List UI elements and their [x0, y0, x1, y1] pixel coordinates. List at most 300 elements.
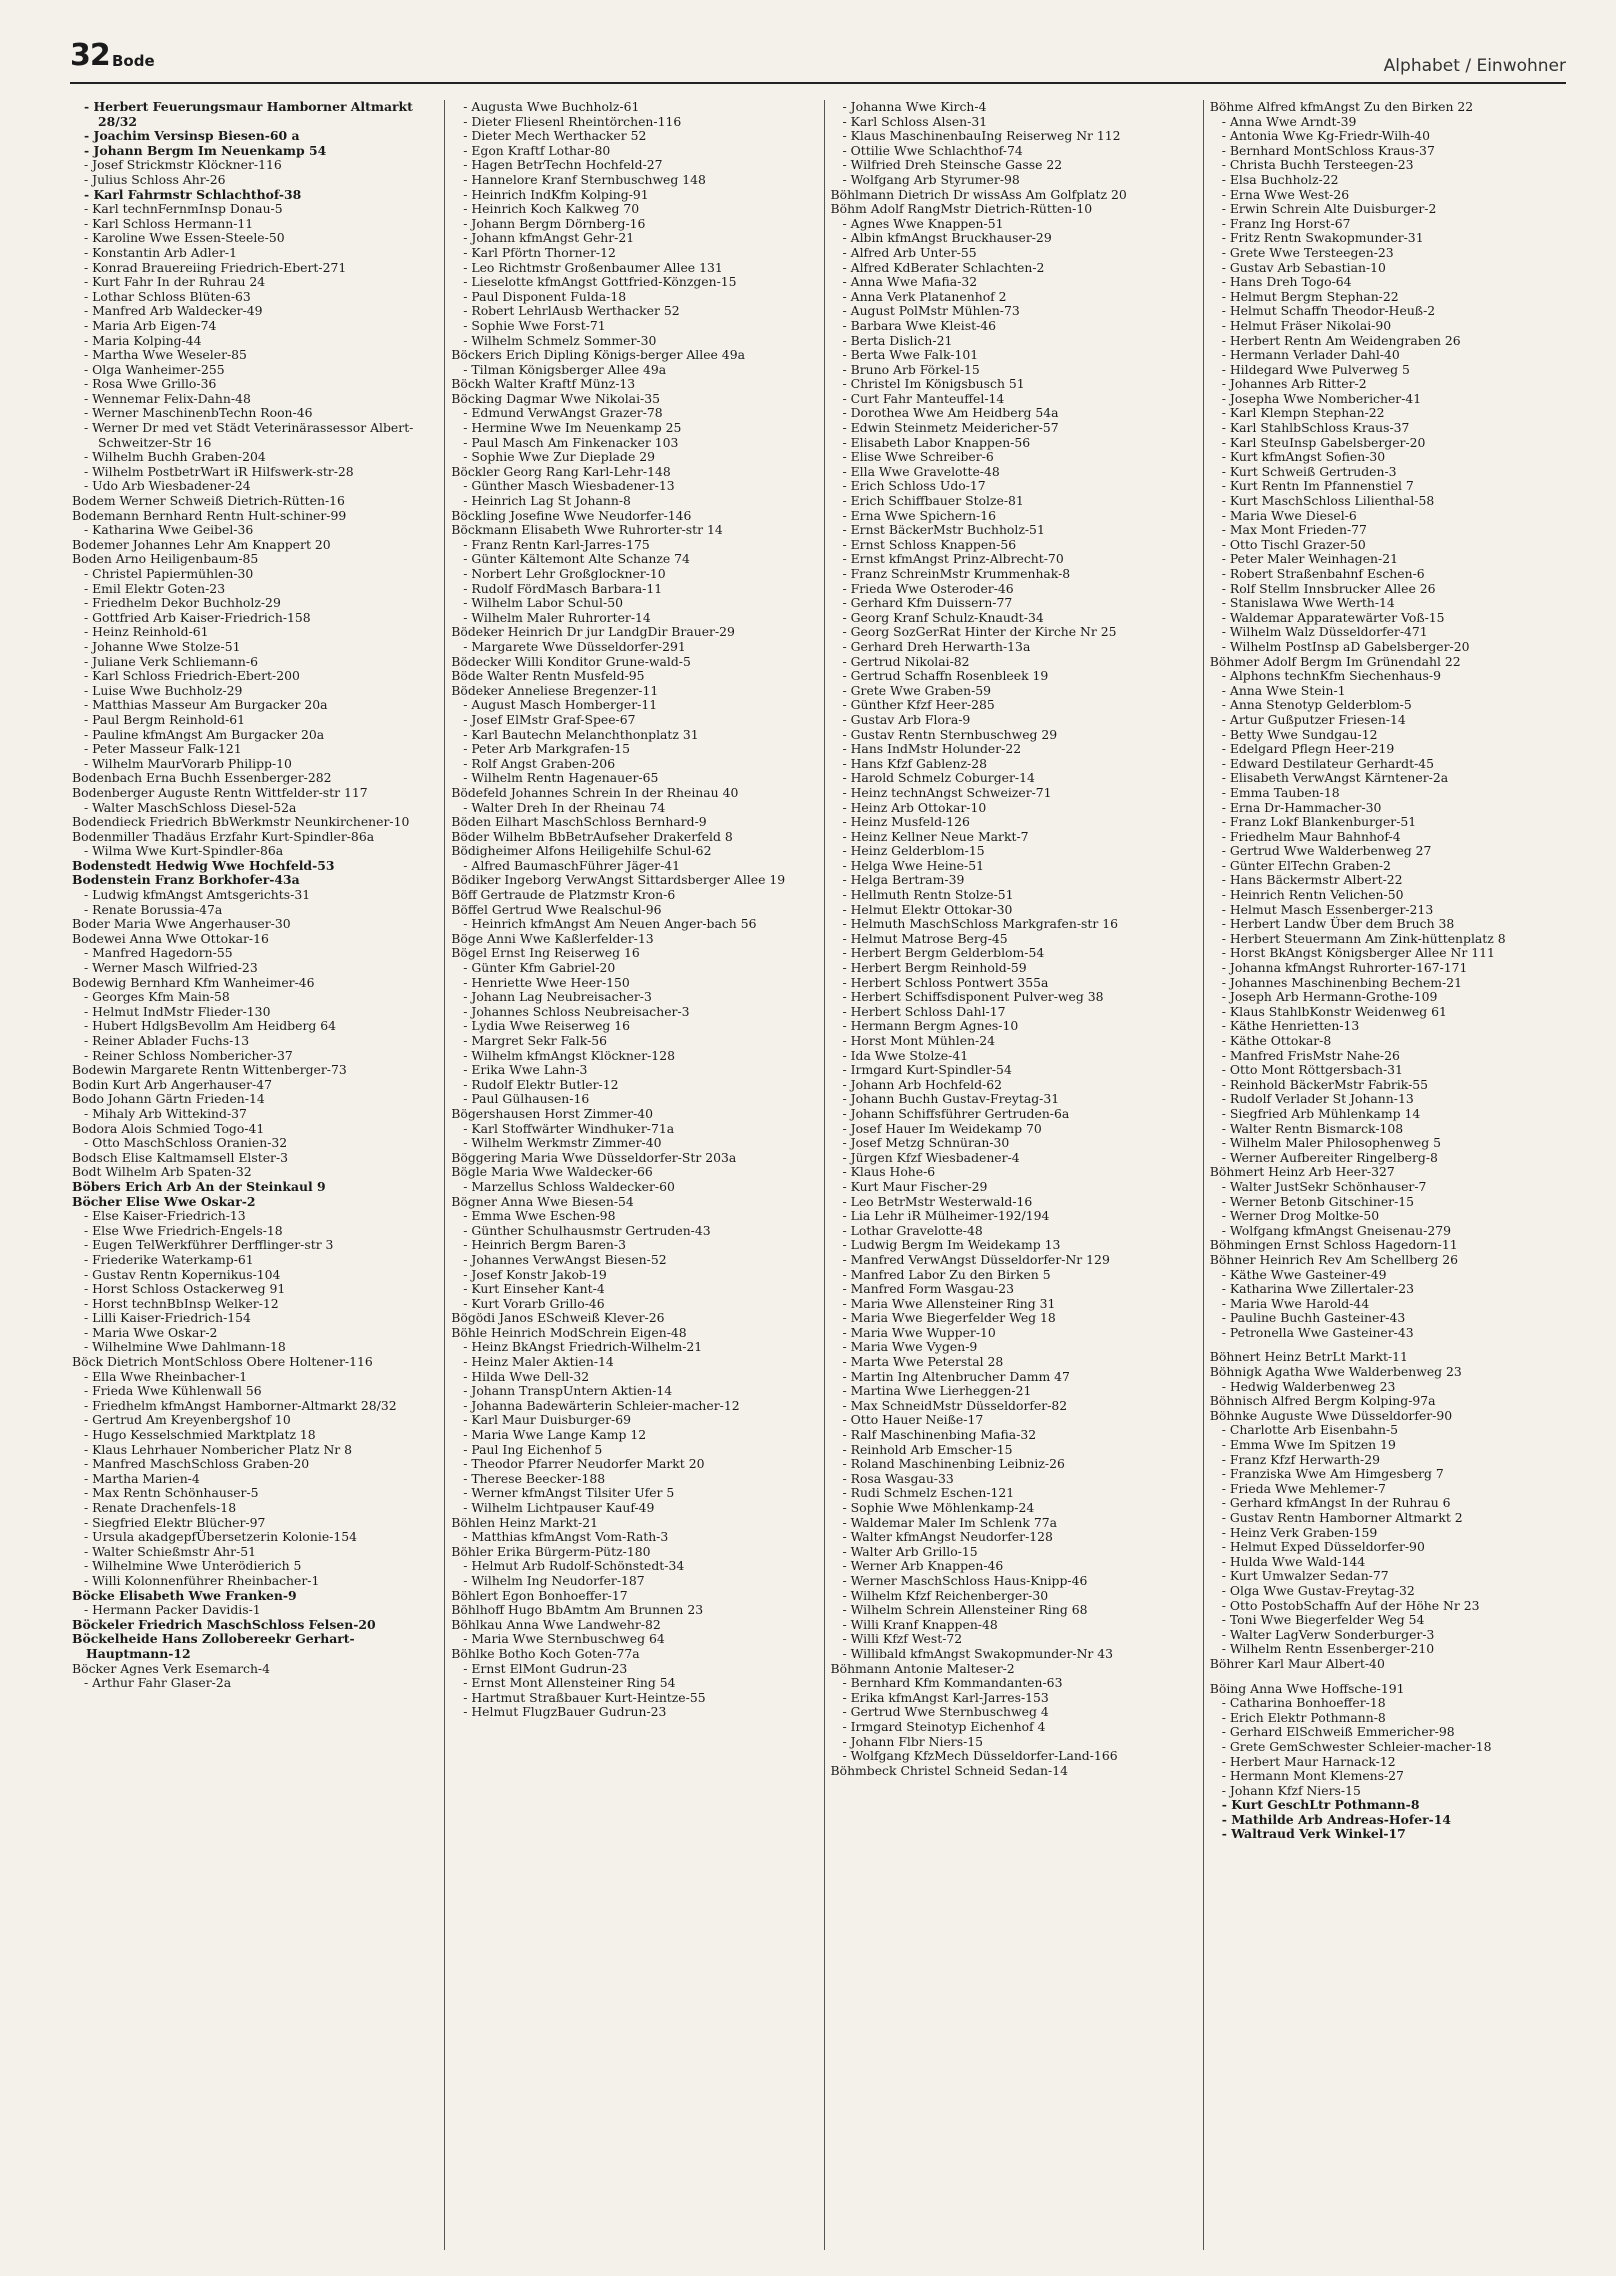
directory-entry: - Herbert Feuerungsmaur Hamborner Altmarkt 28/32 [84, 100, 413, 129]
directory-entry: - Günther Masch Wiesbadener-13 [463, 478, 675, 494]
directory-entry: - Gertrud Wwe Sternbuschweg 4 [842, 1704, 1049, 1720]
directory-entry: - Max Rentn Schönhauser-5 [84, 1485, 259, 1501]
directory-entry: - Elsa Buchholz-22 [1221, 171, 1339, 187]
directory-entry: - Emma Wwe Im Spitzen 19 [1221, 1437, 1396, 1453]
directory-entry: - Paul Disponent Fulda-18 [463, 288, 627, 304]
directory-entry: - Paul Ing Eichenhof 5 [463, 1441, 603, 1457]
directory-entry: - Maria Arb Eigen-74 [84, 317, 217, 333]
directory-entry: - Sophie Wwe Zur Dieplade 29 [463, 449, 656, 465]
directory-entry: - Olga Wanheimer-255 [84, 361, 225, 377]
directory-entry: Böhmbeck Christel Schneid Sedan-14 [830, 1762, 1068, 1778]
directory-entry: - Wilhelm Walz Düsseldorfer-471 [1221, 624, 1428, 640]
directory-entry: Böckeler Friedrich MaschSchloss Felsen-20 [72, 1616, 376, 1632]
directory-entry: - Edmund VerwAngst Grazer-78 [463, 405, 663, 421]
directory-entry: - Luise Wwe Buchholz-29 [84, 682, 243, 698]
directory-entry: - Josepha Wwe Nombericher-41 [1221, 390, 1422, 406]
directory-entry: - Peter Masseur Falk-121 [84, 741, 242, 757]
directory-entry: - Frieda Wwe Mehlemer-7 [1221, 1480, 1386, 1496]
directory-entry: Böhler Erika Bürgerm-Pütz-180 [451, 1543, 651, 1559]
directory-entry: Böhm Adolf RangMstr Dietrich-Rütten-10 [830, 201, 1093, 217]
directory-column-1 [72, 100, 430, 2250]
directory-entry: - Karl SteuInsp Gabelsberger-20 [1221, 434, 1426, 450]
directory-entry: - Emma Tauben-18 [1221, 784, 1340, 800]
directory-entry: - Günther Schulhausmstr Gertruden-43 [463, 1222, 711, 1238]
directory-entry: - Konstantin Arb Adler-1 [84, 244, 237, 260]
directory-entry: Bödiker Ingeborg VerwAngst Sittardsberger Allee 19 [451, 872, 786, 888]
directory-column-3 [824, 100, 1189, 2250]
directory-entry: - Roland Maschinenbing Leibniz-26 [842, 1456, 1065, 1472]
directory-entry: - Pauline kfmAngst Am Burgacker 20a [84, 726, 325, 742]
directory-entry: - Ida Wwe Stolze-41 [842, 1047, 969, 1063]
directory-entry: - Gerhard Dreh Herwarth-13a [842, 638, 1031, 654]
directory-entry: Böcher Elise Wwe Oskar-2 [72, 1193, 256, 1209]
directory-entry: - Rolf Stellm Innsbrucker Allee 26 [1221, 580, 1436, 596]
directory-entry: - Werner Masch Wilfried-23 [84, 960, 258, 976]
directory-entry: - Juliane Verk Schliemann-6 [84, 653, 258, 669]
directory-entry: - Kurt Schweiß Gertruden-3 [1221, 463, 1397, 479]
directory-entry: - Johannes Schloss Neubreisacher-3 [463, 1003, 690, 1019]
directory-entry: - Kurt kfmAngst Sofien-30 [1221, 449, 1386, 465]
directory-entry: - Manfred FrisMstr Nahe-26 [1221, 1047, 1400, 1063]
directory-entry: Böing Anna Wwe Hoffsche-191 [1209, 1680, 1405, 1696]
directory-entry: - Ernst BäckerMstr Buchholz-51 [842, 522, 1045, 538]
directory-entry: - Kurt Fahr In der Ruhrau 24 [84, 274, 266, 290]
directory-entry: - Martha Wwe Weseler-85 [84, 347, 247, 363]
directory-entry: - Franz Kfzf Herwarth-29 [1221, 1451, 1381, 1467]
directory-entry: - Herbert Steuermann Am Zink-hüttenplatz 8 [1221, 930, 1506, 946]
directory-entry: - Bernhard Kfm Kommandanten-63 [842, 1675, 1063, 1691]
directory-entry: Böckling Josefine Wwe Neudorfer-146 [451, 507, 692, 523]
directory-entry: - Gustav Rentn Sternbuschweg 29 [842, 726, 1058, 742]
directory-entry: - Wolfgang kfmAngst Gneisenau-279 [1221, 1222, 1451, 1238]
directory-entry: - Leo BetrMstr Westerwald-16 [842, 1193, 1033, 1209]
directory-entry: - Reinhold BäckerMstr Fabrik-55 [1221, 1076, 1429, 1092]
directory-entry: - Ralf Maschinenbing Mafia-32 [842, 1427, 1037, 1443]
directory-entry: Bödecker Willi Konditor Grune-wald-5 [451, 653, 691, 669]
directory-entry: Bodo Johann Gärtn Frieden-14 [72, 1091, 265, 1107]
directory-entry: - Margret Sekr Falk-56 [463, 1033, 608, 1048]
directory-entry: Böckmann Elisabeth Wwe Ruhrorter-str 14 [451, 522, 723, 538]
directory-entry: - Helmut Fräser Nikolai-90 [1221, 317, 1392, 333]
directory-entry: - Erich Schloss Udo-17 [842, 478, 986, 494]
directory-entry: - Margarete Wwe Düsseldorfer-291 [463, 638, 686, 654]
directory-entry: - Peter Maler Weinhagen-21 [1221, 551, 1398, 567]
directory-entry: - Antonia Wwe Kg-Friedr-Wilh-40 [1221, 128, 1431, 144]
directory-entry: - Martina Wwe Lierheggen-21 [842, 1383, 1032, 1399]
directory-entry: - Walter MaschSchloss Diesel-52a [84, 799, 297, 815]
directory-entry: - Harold Schmelz Coburger-14 [842, 770, 1035, 786]
directory-entry: - Erika Wwe Lahn-3 [463, 1062, 588, 1078]
directory-entry: - Georg Kranf Schulz-Knaudt-34 [842, 609, 1044, 625]
directory-entry: - Johann kfmAngst Gehr-21 [463, 230, 635, 246]
directory-entry: - Maria Wwe Lange Kamp 12 [463, 1427, 647, 1443]
directory-entry: - Stanislawa Wwe Werth-14 [1221, 595, 1395, 611]
directory-entry: - Joseph Arb Hermann-Grothe-109 [1221, 989, 1438, 1005]
directory-entry: - Maria Wwe Harold-44 [1221, 1295, 1370, 1311]
directory-entry: Böcke Elisabeth Wwe Franken-9 [72, 1587, 297, 1603]
directory-entry: - Alfred KdBerater Schlachten-2 [842, 259, 1045, 275]
directory-entry: - Rosa Wwe Grillo-36 [84, 376, 217, 392]
directory-entry: - Albin kfmAngst Bruckhauser-29 [842, 230, 1052, 246]
directory-entry: Böhnigk Agatha Wwe Walderbenweg 23 [1209, 1364, 1462, 1380]
directory-entry: - Ludwig Bergm Im Weidekamp 13 [842, 1237, 1061, 1253]
directory-entry: - Käthe Ottokar-8 [1221, 1033, 1332, 1048]
directory-entry: - Hermann Packer Davidis-1 [84, 1602, 261, 1618]
directory-entry: - Wilfried Dreh Steinsche Gasse 22 [842, 157, 1063, 173]
directory-entry: Böhle Heinrich ModSchrein Eigen-48 [451, 1324, 687, 1340]
directory-entry: - Johann Arb Hochfeld-62 [842, 1076, 1003, 1092]
directory-entry: - Gertrud Wwe Walderbenweg 27 [1221, 843, 1432, 859]
directory-entry: Böhme Alfred kfmAngst Zu den Birken 22 [1209, 100, 1474, 114]
directory-entry: - Ernst Schloss Knappen-56 [842, 536, 1017, 552]
directory-entry: - Helga Bertram-39 [842, 872, 965, 888]
directory-entry: - August Masch Homberger-11 [463, 697, 658, 713]
directory-entry: - Peter Arb Markgrafen-15 [463, 741, 631, 757]
directory-entry: - Wilhelm Buchh Graben-204 [84, 449, 266, 465]
directory-entry: - Helmut Exped Düsseldorfer-90 [1221, 1539, 1425, 1555]
directory-entry: - Siegfried Elektr Blücher-97 [84, 1514, 266, 1530]
directory-entry: - Wilhelm MaurVorarb Philipp-10 [84, 755, 292, 771]
directory-entry: - Alphons technKfm Siechenhaus-9 [1221, 668, 1441, 684]
directory-entry: - Wilhelm Labor Schul-50 [463, 595, 623, 611]
directory-entry: - Martin Ing Altenbrucher Damm 47 [842, 1368, 1070, 1384]
directory-entry: - Werner kfmAngst Tilsiter Ufer 5 [463, 1485, 675, 1501]
directory-entry: - Rolf Angst Graben-206 [463, 755, 616, 771]
directory-entry: - Johann Bergm Dörnberg-16 [463, 215, 646, 231]
directory-entry: - Otto PostobSchaffn Auf der Höhe Nr 23 [1221, 1597, 1480, 1613]
directory-entry: - Herbert Rentn Am Weidengraben 26 [1221, 332, 1461, 348]
directory-entry: - Horst technBbInsp Welker-12 [84, 1295, 279, 1311]
directory-column-4 [1203, 100, 1568, 2250]
directory-entry: - Manfred MaschSchloss Graben-20 [84, 1456, 310, 1472]
directory-entry: - Ernst Mont Allensteiner Ring 54 [463, 1675, 676, 1691]
directory-entry: Böhlert Egon Bonhoeffer-17 [451, 1587, 628, 1603]
directory-entry: - Hans Kfzf Gablenz-28 [842, 755, 987, 771]
directory-entry: Bodewig Bernhard Kfm Wanheimer-46 [72, 974, 315, 990]
directory-entry: Bodenstedt Hedwig Wwe Hochfeld-53 [72, 857, 335, 873]
directory-entry: - Manfred VerwAngst Düsseldorfer-Nr 129 [842, 1251, 1110, 1267]
directory-entry: - Hagen BetrTechn Hochfeld-27 [463, 157, 663, 173]
directory-entry: - Wennemar Felix-Dahn-48 [84, 390, 251, 406]
directory-entry: - Eugen TelWerkführer Derfflinger-str 3 [84, 1237, 334, 1253]
directory-entry: - Käthe Henrietten-13 [1221, 1018, 1360, 1034]
directory-entry: - Ottilie Wwe Schlachthof-74 [842, 142, 1023, 158]
directory-entry: - Herbert Schloss Dahl-17 [842, 1003, 1006, 1019]
directory-entry: - Hugo Kesselschmied Marktplatz 18 [84, 1427, 316, 1443]
directory-entry: - Max Mont Frieden-77 [1221, 522, 1367, 538]
directory-entry: - Udo Arb Wiesbadener-24 [84, 478, 251, 494]
directory-entry: - Wilma Wwe Kurt-Spindler-86a [84, 843, 284, 859]
directory-entry: - Erna Wwe Spichern-16 [842, 507, 997, 523]
directory-entry: - Friederike Waterkamp-61 [84, 1251, 254, 1267]
directory-entry: - Wolfgang Arb Styrumer-98 [842, 171, 1020, 187]
directory-entry: - Georg SozGerRat Hinter der Kirche Nr 25 [842, 624, 1117, 640]
directory-entry: - Hubert HdlgsBevollm Am Heidberg 64 [84, 1018, 337, 1034]
directory-entry: - Wilhelm Rentn Essenberger-210 [1221, 1641, 1435, 1657]
directory-entry: - Kurt Maur Fischer-29 [842, 1178, 988, 1194]
directory-entry: - Günter Kältemont Alte Schanze 74 [463, 551, 690, 567]
directory-entry: - Karl StahlbSchloss Kraus-37 [1221, 420, 1410, 436]
directory-entry: Bödeker Heinrich Dr jur LandgDir Brauer-29 [451, 624, 735, 640]
directory-entry: - Gustav Arb Flora-9 [842, 711, 971, 727]
directory-entry: - Karl Pförtn Thorner-12 [463, 244, 616, 260]
directory-entry: - Siegfried Arb Mühlenkamp 14 [1221, 1105, 1421, 1121]
directory-entry: - Maria Wwe Oskar-2 [84, 1324, 218, 1340]
directory-entry: - Wilhelm kfmAngst Klöckner-128 [463, 1047, 675, 1063]
directory-entry: - Manfred Arb Waldecker-49 [84, 303, 263, 319]
directory-entry: - Heinz Gelderblom-15 [842, 843, 985, 859]
directory-entry: Böhlkau Anna Wwe Landwehr-82 [451, 1616, 661, 1632]
directory-entry: - Walter LagVerw Sonderburger-3 [1221, 1626, 1435, 1642]
directory-entry: - Alfred BaumaschFührer Jäger-41 [463, 857, 681, 873]
directory-entry: Böden Eilhart MaschSchloss Bernhard-9 [451, 814, 707, 830]
directory-entry: - Hilda Wwe Dell-32 [463, 1368, 590, 1384]
directory-entry: - Tilman Königsberger Allee 49a [463, 361, 667, 377]
directory-entry: Bödeker Anneliese Bregenzer-11 [451, 682, 659, 698]
directory-entry: - Robert LehrlAusb Werthacker 52 [463, 303, 680, 319]
directory-entry: - Kurt Rentn Im Pfannenstiel 7 [1221, 478, 1414, 494]
directory-entry: - Martha Marien-4 [84, 1470, 200, 1486]
directory-entry: - Hans Dreh Togo-64 [1221, 274, 1352, 290]
directory-entry: Böhmer Adolf Bergm Im Grünendahl 22 [1209, 653, 1461, 669]
directory-entry: - Matthias kfmAngst Vom-Rath-3 [463, 1529, 669, 1545]
directory-entry: Bodora Alois Schmied Togo-41 [72, 1120, 265, 1136]
directory-entry: - Maria Wwe Allensteiner Ring 31 [842, 1295, 1056, 1311]
directory-entry: Bödigheimer Alfons Heiligehilfe Schul-62 [451, 843, 712, 859]
directory-entry: - Erna Wwe West-26 [1221, 186, 1350, 202]
directory-entry: Bögershausen Horst Zimmer-40 [451, 1105, 654, 1121]
directory-entry: - Paul Gülhausen-16 [463, 1091, 590, 1107]
directory-entry: - Johanna Badewärterin Schleier-macher-12 [463, 1397, 740, 1413]
directory-entry: Bodt Wilhelm Arb Spaten-32 [72, 1164, 252, 1180]
directory-entry: - Wilhelmine Wwe Dahlmann-18 [84, 1339, 286, 1355]
directory-entry: - Gertrud Nikolai-82 [842, 653, 970, 669]
directory-entry: - Heinz BkAngst Friedrich-Wilhelm-21 [463, 1339, 703, 1355]
directory-entry: - Heinrich Rentn Velichen-50 [1221, 887, 1404, 903]
directory-entry: - Johanna Wwe Kirch-4 [842, 100, 987, 114]
directory-entry: - Wilhelm PostInsp aD Gabelsberger-20 [1221, 638, 1470, 654]
directory-entry: - Johanne Wwe Stolze-51 [84, 638, 241, 654]
directory-entry: - Wilhelm Werkmstr Zimmer-40 [463, 1135, 662, 1151]
directory-entry: - Alfred Arb Unter-55 [842, 244, 977, 260]
directory-entry: - Wilhelm Lichtpauser Kauf-49 [463, 1500, 655, 1515]
directory-entry: - Kurt Umwalzer Sedan-77 [1221, 1568, 1389, 1584]
directory-entry: Bodenbach Erna Buchh Essenberger-282 [72, 770, 332, 786]
directory-entry: - Hermann Verlader Dahl-40 [1221, 347, 1400, 363]
directory-entry: - Horst Mont Mühlen-24 [842, 1033, 996, 1048]
directory-entry: - Waldemar Apparatewärter Voß-15 [1221, 609, 1445, 625]
directory-entry: - Günter Kfm Gabriel-20 [463, 960, 616, 976]
directory-entry: - Elisabeth VerwAngst Kärntener-2a [1221, 770, 1449, 786]
directory-entry: - Hermine Wwe Im Neuenkamp 25 [463, 420, 682, 436]
directory-entry: - Erwin Schrein Alte Duisburger-2 [1221, 201, 1437, 217]
directory-entry: - Pauline Buchh Gasteiner-43 [1221, 1310, 1406, 1326]
directory-entry: - Ella Wwe Gravelotte-48 [842, 463, 1000, 479]
directory-entry: - Erich Elektr Pothmann-8 [1221, 1709, 1386, 1725]
directory-entry: - Karl Schloss Alsen-31 [842, 113, 988, 129]
directory-entry: - Emma Wwe Eschen-98 [463, 1208, 616, 1224]
directory-entry: - Karl Klempn Stephan-22 [1221, 405, 1385, 421]
directory-entry: - Manfred Labor Zu den Birken 5 [842, 1266, 1051, 1282]
directory-entry: - Heinz Verk Graben-159 [1221, 1524, 1378, 1540]
directory-entry: - Werner Dr med vet Städt Veterinärassessor Albert-Schweitzer-Str 16 [84, 420, 414, 450]
directory-entry: - Manfred Hagedorn-55 [84, 945, 233, 961]
directory-entry: - Maria Kolping-44 [84, 332, 202, 348]
directory-entry: - Dieter Mech Werthacker 52 [463, 128, 647, 144]
directory-entry: - Sophie Wwe Forst-71 [463, 317, 606, 333]
directory-entry: - Lilli Kaiser-Friedrich-154 [84, 1310, 251, 1326]
directory-entry: - Horst BkAngst Königsberger Allee Nr 111 [1221, 945, 1495, 961]
directory-entry: - Wilhelm PostbetrWart iR Hilfswerk-str-28 [84, 463, 354, 479]
directory-entry: - Helmut Elektr Ottokar-30 [842, 901, 1013, 917]
directory-entry: - Karl Bautechn Melanchthonplatz 31 [463, 726, 699, 742]
directory-entry: - Johannes VerwAngst Biesen-52 [463, 1251, 667, 1267]
directory-entry: - Agnes Wwe Knappen-51 [842, 215, 1004, 231]
directory-entry: - Hellmuth Rentn Stolze-51 [842, 887, 1014, 903]
directory-entry: Bodendieck Friedrich BbWerkmstr Neunkirchener-10 [72, 814, 410, 830]
directory-entry: Böhlke Botho Koch Goten-77a [451, 1645, 640, 1661]
directory-entry: - Marzellus Schloss Waldecker-60 [463, 1178, 675, 1194]
directory-entry: - Helmut Matrose Berg-45 [842, 930, 1008, 946]
directory-entry: - Paul Masch Am Finkenacker 103 [463, 434, 679, 450]
directory-entry: - Kurt GeschLtr Pothmann-8 [1221, 1797, 1420, 1813]
directory-entry: Bodewin Margarete Rentn Wittenberger-73 [72, 1062, 347, 1078]
directory-entry: Bögle Maria Wwe Waldecker-66 [451, 1164, 653, 1180]
directory-entry: - Karl Stoffwärter Windhuker-71a [463, 1120, 675, 1136]
directory-entry: - Otto Mont Röttgersbach-31 [1221, 1062, 1403, 1078]
directory-entry: - Ursula akadgepfÜbersetzerin Kolonie-154 [84, 1529, 357, 1545]
directory-entry: Böcker Agnes Verk Esemarch-4 [72, 1660, 270, 1676]
directory-entry: - Otto Hauer Neiße-17 [842, 1412, 984, 1428]
directory-column-2 [444, 100, 809, 2250]
directory-entry: - Irmgard Kurt-Spindler-54 [842, 1062, 1012, 1078]
page-number: 32 [70, 38, 110, 73]
directory-entry: - Otto Tischl Grazer-50 [1221, 536, 1366, 552]
directory-entry: - Werner MaschinenbTechn Roon-46 [84, 405, 313, 421]
directory-entry: - Willi Kolonnenführer Rheinbacher-1 [84, 1572, 320, 1588]
directory-entry: - Wilhelm Maler Ruhrorter-14 [463, 609, 651, 625]
directory-entry: - Gerhard Kfm Duissern-77 [842, 595, 1013, 611]
directory-entry: - Petronella Wwe Gasteiner-43 [1221, 1324, 1414, 1340]
directory-columns [72, 100, 1568, 2250]
directory-entry: Boder Maria Wwe Angerhauser-30 [72, 916, 291, 932]
directory-entry: - Käthe Wwe Gasteiner-49 [1221, 1266, 1387, 1282]
directory-entry: - Edelgard Pflegn Heer-219 [1221, 741, 1395, 757]
directory-entry: - Anna Wwe Arndt-39 [1221, 113, 1357, 129]
directory-entry: - Bernhard MontSchloss Kraus-37 [1221, 142, 1435, 158]
directory-entry: - Christa Buchh Tersteegen-23 [1221, 157, 1414, 173]
page-keyword: Bode [112, 52, 155, 70]
directory-entry: - Karl Schloss Hermann-11 [84, 215, 254, 231]
directory-entry: - Dorothea Wwe Am Heidberg 54a [842, 405, 1059, 421]
directory-entry: - Manfred Form Wasgau-23 [842, 1281, 1015, 1297]
directory-entry: - Grete Wwe Tersteegen-23 [1221, 244, 1394, 260]
directory-entry: Böckelheide Hans Zollobereekr Gerhart-Hauptmann-12 [72, 1631, 355, 1661]
directory-entry: - Otto MaschSchloss Oranien-32 [84, 1135, 288, 1151]
directory-entry: - Wilhelm Kfzf Reichenberger-30 [842, 1587, 1049, 1603]
directory-entry: - Lieselotte kfmAngst Gottfried-Könzgen-15 [463, 274, 737, 290]
directory-entry: - Herbert Landw Über dem Bruch 38 [1221, 916, 1455, 932]
directory-entry: - Anna Verk Platanenhof 2 [842, 288, 1007, 304]
directory-entry: - Theodor Pfarrer Neudorfer Markt 20 [463, 1456, 705, 1472]
directory-entry: - Wilhelmine Wwe Unterödierich 5 [84, 1558, 302, 1574]
directory-entry: - Gustav Rentn Hamborner Altmarkt 2 [1221, 1510, 1463, 1525]
directory-entry: Böggering Maria Wwe Düsseldorfer-Str 203a [451, 1149, 737, 1165]
directory-entry: - Berta Dislich-21 [842, 332, 953, 348]
directory-entry: Bodin Kurt Arb Angerhauser-47 [72, 1076, 272, 1092]
directory-entry: - Elise Wwe Schreiber-6 [842, 449, 994, 465]
directory-entry: Bodenberger Auguste Rentn Wittfelder-str 117 [72, 784, 368, 800]
directory-entry: - Herbert Maur Harnack-12 [1221, 1753, 1396, 1769]
directory-entry: Böcking Dagmar Wwe Nikolai-35 [451, 390, 660, 406]
directory-entry: - Rudolf Elektr Butler-12 [463, 1076, 619, 1092]
directory-entry: - Paul Bergm Reinhold-61 [84, 711, 246, 727]
directory-entry: - Wilhelm Rentn Hagenauer-65 [463, 770, 659, 786]
directory-entry: - Betty Wwe Sundgau-12 [1221, 726, 1378, 742]
directory-entry: - Josef Konstr Jakob-19 [463, 1266, 607, 1282]
directory-entry: - Else Kaiser-Friedrich-13 [84, 1208, 246, 1224]
page-header [70, 38, 1566, 84]
directory-entry: - Hedwig Walderbenweg 23 [1221, 1378, 1396, 1394]
directory-entry: Böhmingen Ernst Schloss Hagedorn-11 [1209, 1237, 1458, 1253]
directory-entry: - Arthur Fahr Glaser-2a [84, 1675, 232, 1691]
directory-entry: - Karl Fahrmstr Schlachthof-38 [84, 186, 302, 202]
directory-entry: - Gerhard kfmAngst In der Ruhrau 6 [1221, 1495, 1451, 1511]
directory-entry: - Maria Wwe Diesel-6 [1221, 507, 1357, 523]
directory-entry: - Rudolf FördMasch Barbara-11 [463, 580, 663, 596]
directory-entry: - Wilhelm Ing Neudorfer-187 [463, 1572, 645, 1588]
directory-entry: - Johann Schiffsführer Gertruden-6a [842, 1105, 1070, 1121]
directory-entry: Bodenmiller Thadäus Erzfahr Kurt-Spindler-86a [72, 828, 375, 844]
directory-entry: Bodenstein Franz Borkhofer-43a [72, 872, 300, 888]
directory-entry: - Dieter Fliesenl Rheintörchen-116 [463, 113, 682, 129]
directory-entry: - Karl Schloss Friedrich-Ebert-200 [84, 668, 300, 684]
directory-entry: - Horst Schloss Ostackerweg 91 [84, 1281, 286, 1297]
directory-entry: - Kurt Vorarb Grillo-46 [463, 1295, 605, 1311]
directory-entry: - Frieda Wwe Osteroder-46 [842, 580, 1014, 596]
directory-entry: - Sophie Wwe Möhlenkamp-24 [842, 1500, 1035, 1515]
directory-entry: Böhnert Heinz BetrLt Markt-11 [1209, 1349, 1408, 1365]
directory-entry: Boden Arno Heiligenbaum-85 [72, 551, 259, 567]
directory-entry: - Anna Wwe Stein-1 [1221, 682, 1346, 698]
directory-entry: - Frieda Wwe Kühlenwall 56 [84, 1383, 262, 1399]
directory-entry: Böhnisch Alfred Bergm Kolping-97a [1209, 1393, 1436, 1409]
directory-entry: Böhnke Auguste Wwe Düsseldorfer-90 [1209, 1407, 1453, 1423]
directory-entry: - Artur Gußputzer Friesen-14 [1221, 711, 1406, 727]
directory-entry: - Fritz Rentn Swakopmunder-31 [1221, 230, 1424, 246]
directory-entry: - Helmut Bergm Stephan-22 [1221, 288, 1399, 304]
directory-entry: - Norbert Lehr Großglockner-10 [463, 566, 666, 581]
directory-entry: Böhlmann Dietrich Dr wissAss Am Golfplatz 20 [830, 186, 1127, 202]
directory-entry: - Johannes Maschinenbing Bechem-21 [1221, 974, 1463, 990]
directory-entry: - Walter Dreh In der Rheinau 74 [463, 799, 666, 815]
directory-entry: - Robert Straßenbahnf Eschen-6 [1221, 566, 1425, 581]
directory-entry: - Matthias Masseur Am Burgacker 20a [84, 697, 328, 713]
directory-entry: - Johann Bergm Im Neuenkamp 54 [84, 142, 327, 158]
directory-entry: - Erna Dr-Hammacher-30 [1221, 799, 1382, 815]
directory-entry: - Franz SchreinMstr Krummenhak-8 [842, 566, 1071, 581]
directory-entry: - Rudolf Verlader St Johann-13 [1221, 1091, 1414, 1107]
directory-entry: - Julius Schloss Ahr-26 [84, 171, 226, 187]
directory-entry: - Werner Arb Knappen-46 [842, 1558, 1004, 1574]
directory-entry: - Helga Wwe Heine-51 [842, 857, 984, 873]
directory-entry: Bögel Ernst Ing Reiserweg 16 [451, 945, 640, 961]
directory-entry: - Lia Lehr iR Mülheimer-192/194 [842, 1208, 1050, 1224]
directory-entry: - Max SchneidMstr Düsseldorfer-82 [842, 1397, 1068, 1413]
directory-entry: - Ernst ElMont Gudrun-23 [463, 1660, 628, 1676]
directory-entry: - Hermann Mont Klemens-27 [1221, 1768, 1404, 1784]
directory-entry: - Barbara Wwe Kleist-46 [842, 317, 997, 333]
